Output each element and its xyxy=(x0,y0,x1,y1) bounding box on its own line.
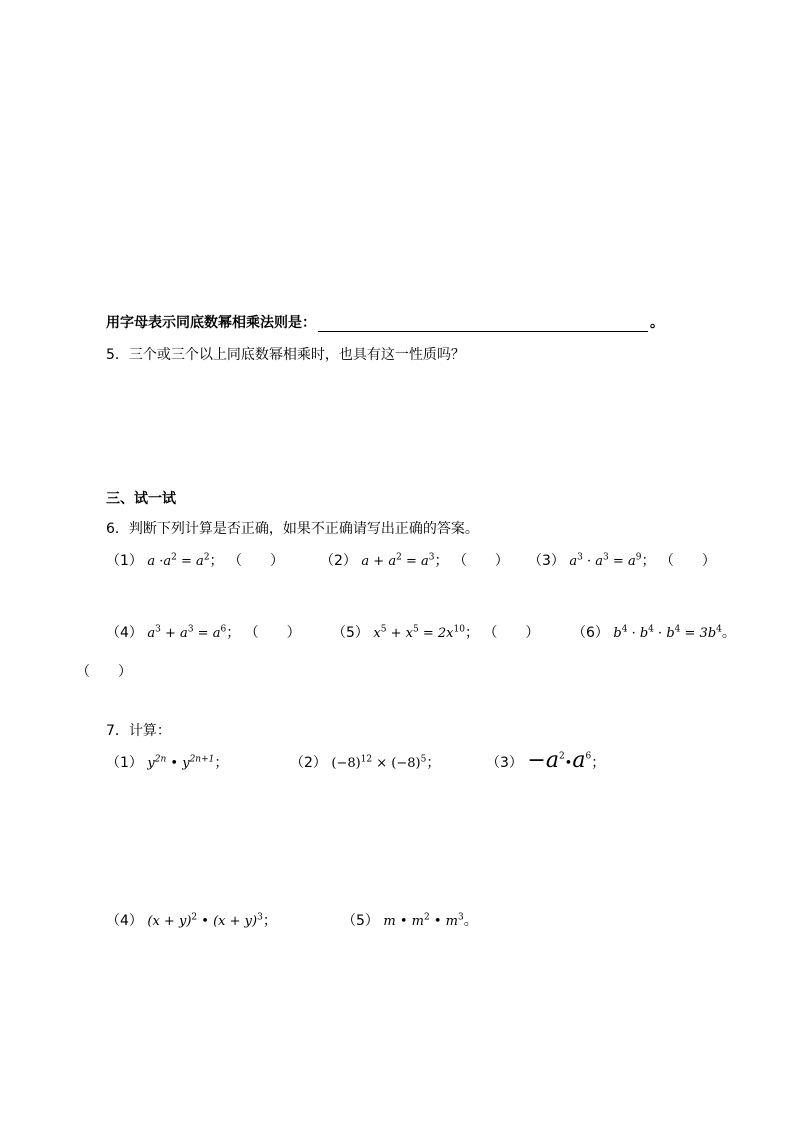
question-5: 5．三个或三个以上同底数幂相乘时，也具有这一性质吗？ xyxy=(106,347,465,363)
q6-expr-2: $a + a^2 = a^3$ xyxy=(361,552,435,569)
q6-answer-paren-6[interactable]: （ ） xyxy=(76,664,132,680)
q6-answer-paren-3[interactable]: （ ） xyxy=(659,553,716,569)
question-6: 6．判断下列计算是否正确，如果不正确请写出正确的答案。 xyxy=(106,521,479,537)
q7-expr-5: m • $m^2$ • $m^3$ xyxy=(383,912,464,929)
q7-expr-1: $y^{2n}$ • $y^{2n+1}$ xyxy=(147,754,215,771)
q7-expr-2: $(-8)^{12} \times (-8)^5$ xyxy=(331,754,427,771)
q7-item-4: （4） $(x + y)^2$ • $(x + y)^3$； xyxy=(106,912,277,929)
rule-end: 。 xyxy=(650,315,664,331)
q6-item-3: （3） $a^3 \cdot a^3 = a^9$； （ ） xyxy=(528,552,716,569)
q6-item-5: （5） $x^5 + x^5 = 2x^{10}$； （ ） xyxy=(332,624,540,641)
q7-item-3: $(3) -a^2•a^6$； xyxy=(486,748,606,773)
q6-expr-5: $x^5 + x^5 = 2x^{10}$ xyxy=(373,624,465,641)
q6-item-6: （6） $b^4 \cdot b^4 \cdot b^4 = 3b^4$。 xyxy=(572,624,736,641)
section-heading: 三、试一试 xyxy=(106,491,176,507)
q6-expr-4: $a^3 + a^3 = a^6$ xyxy=(147,624,227,641)
q6-answer-paren-5[interactable]: （ ） xyxy=(483,625,540,641)
q6-expr-3: $a^3 \cdot a^3 = a^9$ xyxy=(569,552,642,569)
q6-answer-paren-4[interactable]: （ ） xyxy=(244,625,301,641)
q7-item-2: （2） $(-8)^{12} \times (-8)^5$； xyxy=(290,754,441,771)
q7-item-5: （5） m • $m^2$ • $m^3$。 xyxy=(342,912,478,929)
q7-expr-4: $(x + y)^2$ • $(x + y)^3$ xyxy=(147,912,263,929)
q7-expr-3: $-a^2•a^6$ xyxy=(527,748,592,773)
answer-blank[interactable] xyxy=(318,317,648,332)
q6-expr-1: $a \cdot a^2 = a^2$ xyxy=(147,552,210,569)
q6-expr-6: $b^4 \cdot b^4 \cdot b^4 = 3b^4$ xyxy=(613,624,722,641)
q7-item-1: （1） $y^{2n}$ • $y^{2n+1}$； xyxy=(106,754,229,771)
rule-prompt: 用字母表示同底数幂相乘法则是： xyxy=(106,315,316,331)
q6-item-4: （4） $a^3 + a^3 = a^6$； （ ） xyxy=(106,624,301,641)
q6-answer-paren-2[interactable]: （ ） xyxy=(452,553,509,569)
rule-line xyxy=(106,312,664,332)
q6-item-2: （2） $a + a^2 = a^3$； （ ） xyxy=(320,552,509,569)
q6-answer-paren-1[interactable]: （ ） xyxy=(228,553,284,569)
q6-item-1: （1） $a \cdot a^2 = a^2$； （ ） xyxy=(106,552,284,569)
question-7: 7．计算： xyxy=(106,723,171,739)
